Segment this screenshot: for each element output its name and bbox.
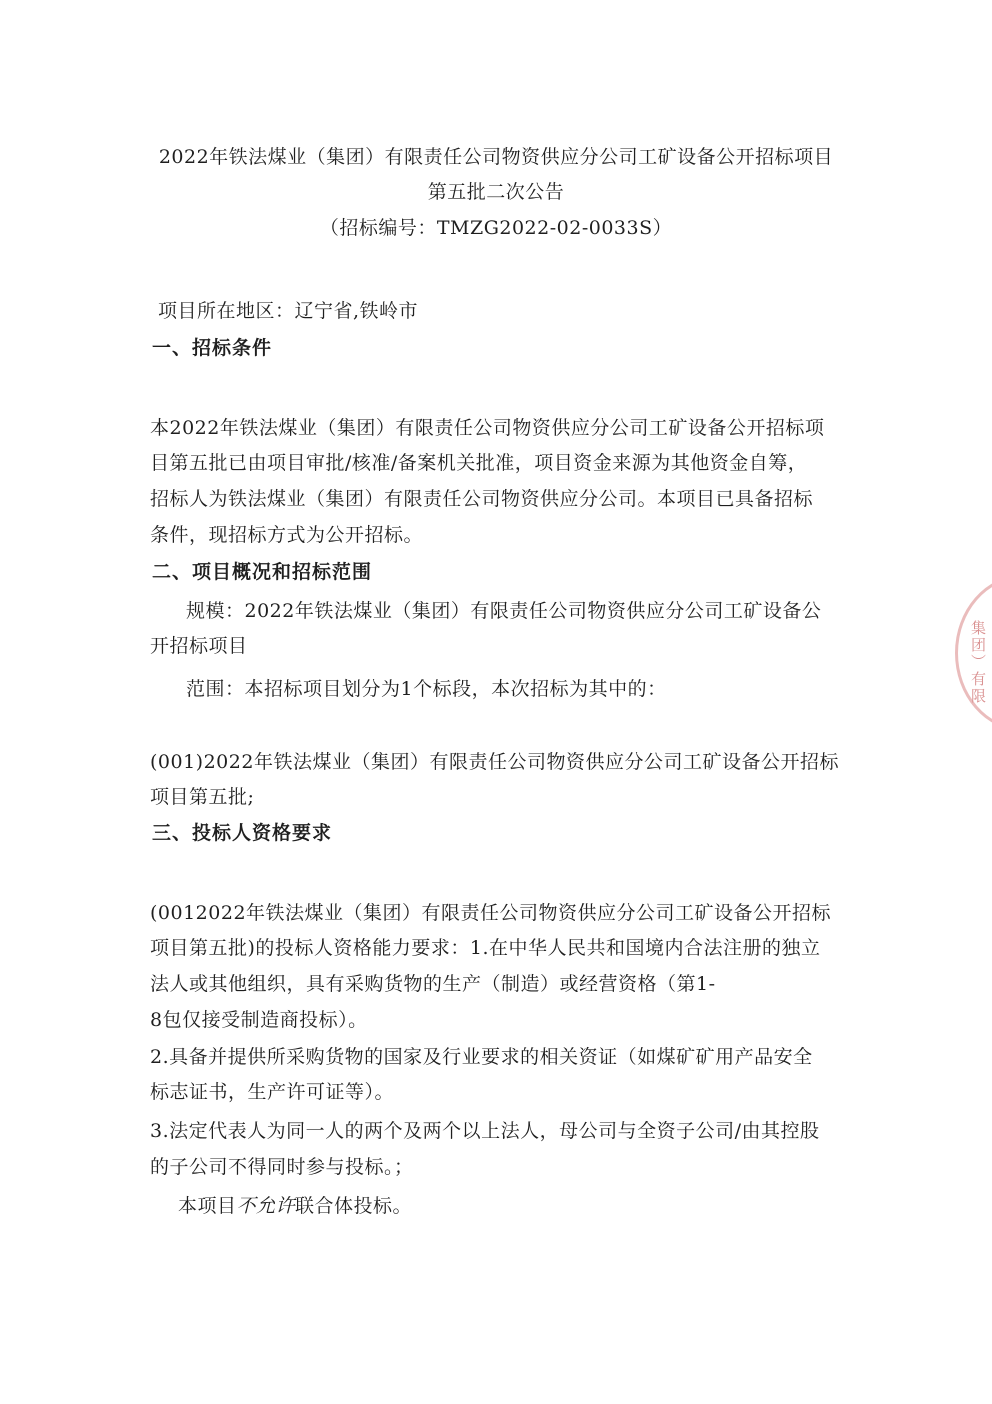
consortium-suffix: 联合体投标。 [295, 1195, 413, 1217]
paragraph-line: 本2022年铁法煤业（集团）有限责任公司物资供应分公司工矿设备公开招标项 [150, 417, 825, 439]
requirement-line: 3.法定代表人为同一人的两个及两个以上法人，母公司与全资子公司/由其控股 [150, 1120, 820, 1142]
requirement-line: (0012022年铁法煤业（集团）有限责任公司物资供应分公司工矿设备公开招标 [150, 902, 832, 924]
section-heading-2: 二、项目概况和招标范围 [152, 561, 373, 583]
paragraph-line: 招标人为铁法煤业（集团）有限责任公司物资供应分公司。本项目已具备招标 [150, 488, 814, 510]
requirement-line: 标志证书，生产许可证等）。 [150, 1081, 395, 1103]
scale-line: 规模：2022年铁法煤业（集团）有限责任公司物资供应分公司工矿设备公 [186, 600, 822, 622]
requirement-line: 的子公司不得同时参与投标。； [150, 1156, 414, 1178]
consortium-line [178, 1191, 412, 1218]
requirement-line: 法人或其他组织，具有采购货物的生产（制造）或经营资格（第1- [150, 973, 716, 995]
requirement-line: 8包仅接受制造商投标）。 [150, 1009, 368, 1031]
requirement-line: 2.具备并提供所采购货物的国家及行业要求的相关资证（如煤矿矿用产品安全 [150, 1046, 813, 1068]
title-line-1: 2022年铁法煤业（集团）有限责任公司物资供应分公司工矿设备公开招标项目 [158, 146, 834, 168]
lot-line: 项目第五批; [150, 786, 255, 808]
title-line-2: 第五批二次公告 [427, 181, 565, 203]
section-heading-1: 一、招标条件 [152, 337, 273, 359]
requirement-line: 项目第五批)的投标人资格能力要求：1.在中华人民共和国境内合法注册的独立 [150, 937, 821, 959]
consortium-prefix: 本项目 [178, 1195, 237, 1217]
paragraph-line: 目第五批已由项目审批/核准/备案机关批准，项目资金来源为其他资金自筹， [150, 452, 808, 474]
paragraph-line: 条件，现招标方式为公开招标。 [150, 524, 424, 546]
project-location: 项目所在地区：辽宁省,铁岭市 [158, 300, 419, 322]
lot-line: (001)2022年铁法煤业（集团）有限责任公司物资供应分公司工矿设备公开招标 [150, 751, 839, 773]
scale-line: 开招标项目 [150, 635, 248, 657]
bid-number: （招标编号：TMZG2022-02-0033S） [319, 217, 673, 239]
consortium-emphasis: 不允许 [236, 1195, 296, 1217]
company-seal-text: 集团）有限 [969, 620, 987, 705]
scope-line: 范围：本招标项目划分为1个标段，本次招标为其中的： [186, 678, 667, 700]
section-heading-3: 三、投标人资格要求 [152, 822, 333, 844]
